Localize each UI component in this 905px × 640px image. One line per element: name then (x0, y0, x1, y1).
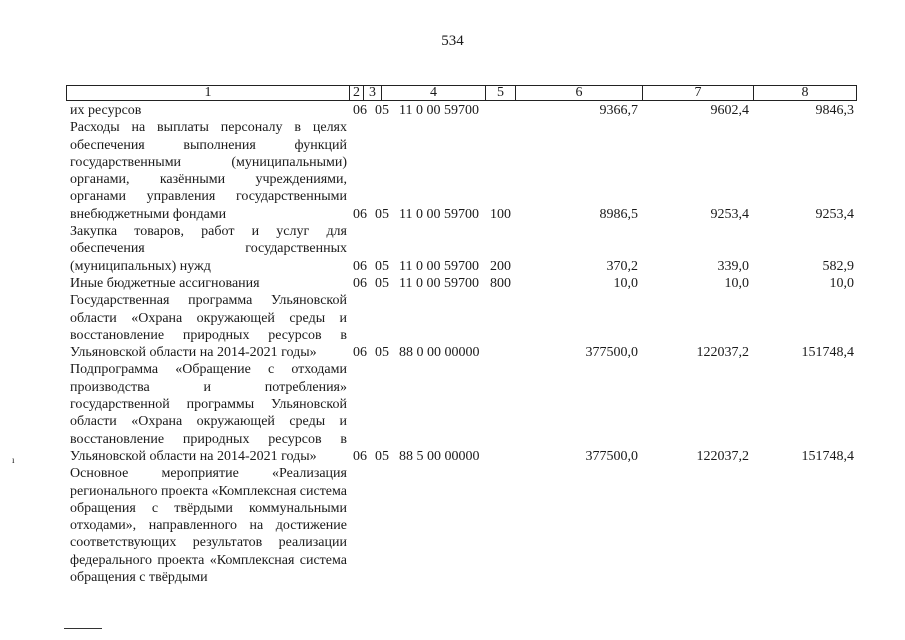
table-row (66, 223, 856, 275)
row-amount-6: 9366,7 (599, 103, 638, 118)
row-amount-6: 8986,5 (599, 206, 638, 222)
budget-table-body (66, 102, 856, 586)
column-header-1: 1 (67, 86, 350, 101)
row-name: Государственная программа Ульяновской области «Охрана окружающей среды и восстановление природных ресурсов в Ульяновской области на 2014-2021 годы» (70, 293, 347, 361)
row-amount-8: 151748,4 (801, 345, 854, 361)
row-name: Основное мероприятие «Реализация регионального проекта «Комплексная система обращения с твёрдыми коммунальными отходами», направленного на достижение соответствующих результатов реализации федерального проекта «Комплексная система обращения с твёрдыми (70, 466, 347, 586)
row-expense-type: 100 (490, 206, 511, 222)
row-amount-7: 339,0 (717, 258, 749, 274)
column-header-7: 7 (643, 86, 754, 101)
row-subsection: 05 (375, 206, 389, 222)
row-expense-type: 800 (490, 275, 511, 291)
table-row (66, 275, 856, 292)
row-name: Иные бюджетные ассигнования (70, 275, 260, 291)
row-target-code: 11 0 00 59700 (399, 206, 479, 222)
row-target-code: 88 5 00 00000 (399, 448, 480, 464)
row-amount-7: 122037,2 (696, 448, 749, 464)
row-subsection (371, 465, 393, 586)
row-expense-type (485, 361, 519, 465)
row-expense-type (485, 292, 519, 361)
column-header-3: 3 (364, 86, 382, 101)
column-header-2: 2 (350, 86, 364, 101)
row-amount-6: 370,2 (606, 258, 638, 274)
row-target-code: 11 0 00 59700 (399, 275, 479, 291)
row-amount-6 (519, 465, 640, 586)
row-expense-type: 200 (490, 258, 511, 274)
row-subsection: 05 (375, 275, 389, 291)
row-section (349, 465, 371, 586)
column-header-6: 6 (516, 86, 643, 101)
scan-artifact-mark: ı (12, 455, 15, 465)
footnote-separator-line (64, 628, 102, 629)
row-amount-8 (751, 465, 856, 586)
row-expense-type (485, 465, 519, 586)
row-expense-type (485, 102, 519, 119)
row-amount-7: 9253,4 (710, 206, 749, 222)
row-subsection: 05 (375, 345, 389, 361)
row-amount-8: 151748,4 (801, 448, 854, 464)
row-target-code (393, 465, 485, 586)
row-name: их ресурсов (70, 103, 142, 118)
row-amount-6: 377500,0 (585, 345, 638, 361)
budget-table (66, 102, 856, 586)
row-amount-7: 9602,4 (710, 103, 749, 118)
row-amount-7: 10,0 (724, 275, 749, 291)
row-section: 06 (353, 103, 367, 118)
row-amount-8: 582,9 (822, 258, 854, 274)
row-subsection: 05 (375, 103, 389, 118)
row-section: 06 (353, 345, 367, 361)
row-amount-8: 10,0 (829, 275, 854, 291)
row-section: 06 (353, 206, 367, 222)
row-amount-7 (640, 465, 751, 586)
row-target-code: 11 0 00 59700 (399, 258, 479, 274)
column-header-5: 5 (486, 86, 516, 101)
column-header-table (66, 85, 857, 101)
page-number: 534 (441, 33, 464, 49)
row-target-code: 88 0 00 00000 (399, 345, 480, 361)
row-section: 06 (353, 275, 367, 291)
table-row (66, 102, 856, 119)
row-subsection: 05 (375, 258, 389, 274)
row-name: Расходы на выплаты персоналу в целях обеспечения выполнения функций государственными (муниципальными) органами, казёнными учреждениями, органами управления государственными внебюджетными фондами (70, 120, 347, 222)
row-name: Подпрограмма «Обращение с отходами производства и потребления» государственной программы Ульяновской области «Охрана окружающей среды и восстановление природных ресурсов в Ульяновской области на 2014-2021 годы» (70, 362, 347, 464)
column-header-4: 4 (382, 86, 486, 101)
table-row (66, 292, 856, 361)
table-row (66, 465, 856, 586)
row-amount-8: 9846,3 (815, 103, 854, 118)
column-header-8: 8 (754, 86, 857, 101)
row-subsection: 05 (375, 448, 389, 464)
table-row (66, 119, 856, 223)
row-amount-6: 10,0 (613, 275, 638, 291)
row-name: Закупка товаров, работ и услуг для обеспечения государственных (муниципальных) нужд (70, 224, 347, 274)
row-section: 06 (353, 258, 367, 274)
row-amount-7: 122037,2 (696, 345, 749, 361)
row-section: 06 (353, 448, 367, 464)
row-amount-6: 377500,0 (585, 448, 638, 464)
row-target-code: 11 0 00 59700 (399, 103, 479, 118)
row-amount-8: 9253,4 (815, 206, 854, 222)
table-row (66, 361, 856, 465)
